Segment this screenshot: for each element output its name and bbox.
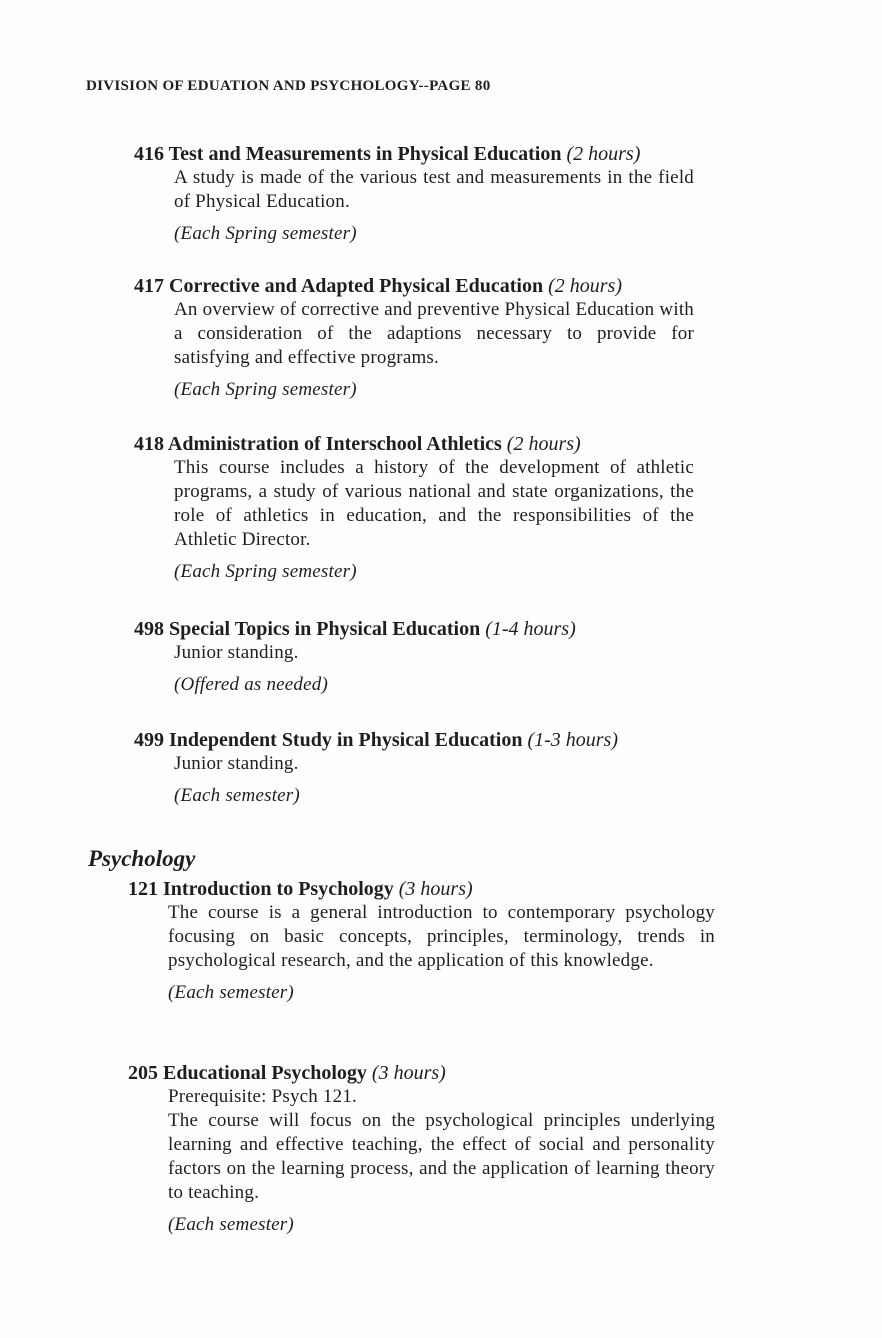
course-title: Special Topics in Physical Education	[169, 618, 481, 640]
course-entry-498	[134, 617, 694, 697]
course-offered: (Each Spring semester)	[174, 379, 357, 400]
course-title: Administration of Interschool Athletics	[167, 433, 502, 455]
course-offered: (Each Spring semester)	[174, 223, 357, 244]
course-offered: (Each semester)	[168, 982, 294, 1003]
course-description: The course is a general introduction to contemporary psychology focusing on basic concepts, principles, terminology, trends in psychological research, and the application of this knowledge.	[168, 902, 715, 971]
course-entry-121	[128, 877, 715, 1005]
course-number: 205	[128, 1062, 158, 1084]
course-title: Educational Psychology	[163, 1062, 367, 1084]
course-entry-417	[134, 274, 694, 402]
course-entry-418	[134, 432, 694, 584]
course-description: A study is made of the various test and measurements in the field of Physical Education.	[174, 167, 694, 212]
course-hours: (1-3 hours)	[527, 729, 618, 751]
course-number: 416	[134, 143, 164, 165]
course-title: Independent Study in Physical Education	[169, 729, 523, 751]
course-offered: (Offered as needed)	[174, 674, 328, 695]
course-description: The course will focus on the psychological principles underlying learning and effective teaching, the effect of social and personality factors on the learning process, and the application of learning theory to teaching.	[168, 1110, 715, 1203]
course-title: Corrective and Adapted Physical Education	[169, 275, 544, 297]
course-heading	[134, 142, 694, 166]
course-description: An overview of corrective and preventive Physical Education with a consideration of the adaptions necessary to provide for satisfying and effective programs.	[174, 299, 694, 368]
course-description: Junior standing.	[174, 753, 299, 774]
course-number: 418	[134, 433, 164, 455]
course-description: Junior standing.	[174, 642, 299, 663]
course-entry-416	[134, 142, 694, 246]
course-heading	[134, 728, 694, 752]
course-description: This course includes a history of the development of athletic programs, a study of various national and state organizations, the role of athletics in education, and the responsibilities of the Athletic Director.	[174, 457, 694, 550]
course-heading	[128, 1061, 688, 1085]
course-number: 498	[134, 618, 164, 640]
course-hours: (2 hours)	[566, 143, 641, 165]
course-heading	[128, 877, 688, 901]
course-offered: (Each semester)	[168, 1214, 294, 1235]
course-title: Test and Measurements in Physical Education	[168, 143, 562, 165]
course-hours: (2 hours)	[548, 275, 622, 297]
course-hours: (1-4 hours)	[485, 618, 576, 640]
section-title-psychology: Psychology	[88, 846, 196, 871]
course-heading	[134, 617, 694, 641]
course-entry-499	[134, 728, 694, 808]
course-heading	[134, 274, 694, 298]
course-hours: (2 hours)	[506, 433, 581, 455]
course-title: Introduction to Psychology	[163, 878, 394, 900]
course-offered: (Each Spring semester)	[174, 561, 357, 582]
course-number: 121	[128, 878, 158, 900]
course-number: 417	[134, 275, 164, 297]
course-number: 499	[134, 729, 164, 751]
course-offered: (Each semester)	[174, 785, 300, 806]
course-entry-205	[128, 1061, 715, 1237]
page-header: DIVISION OF EDUATION AND PSYCHOLOGY--PAGE 80	[86, 78, 491, 94]
course-hours: (3 hours)	[371, 1062, 446, 1084]
course-prerequisite: Prerequisite: Psych 121.	[168, 1086, 357, 1107]
course-hours: (3 hours)	[398, 878, 473, 900]
course-heading	[134, 432, 694, 456]
